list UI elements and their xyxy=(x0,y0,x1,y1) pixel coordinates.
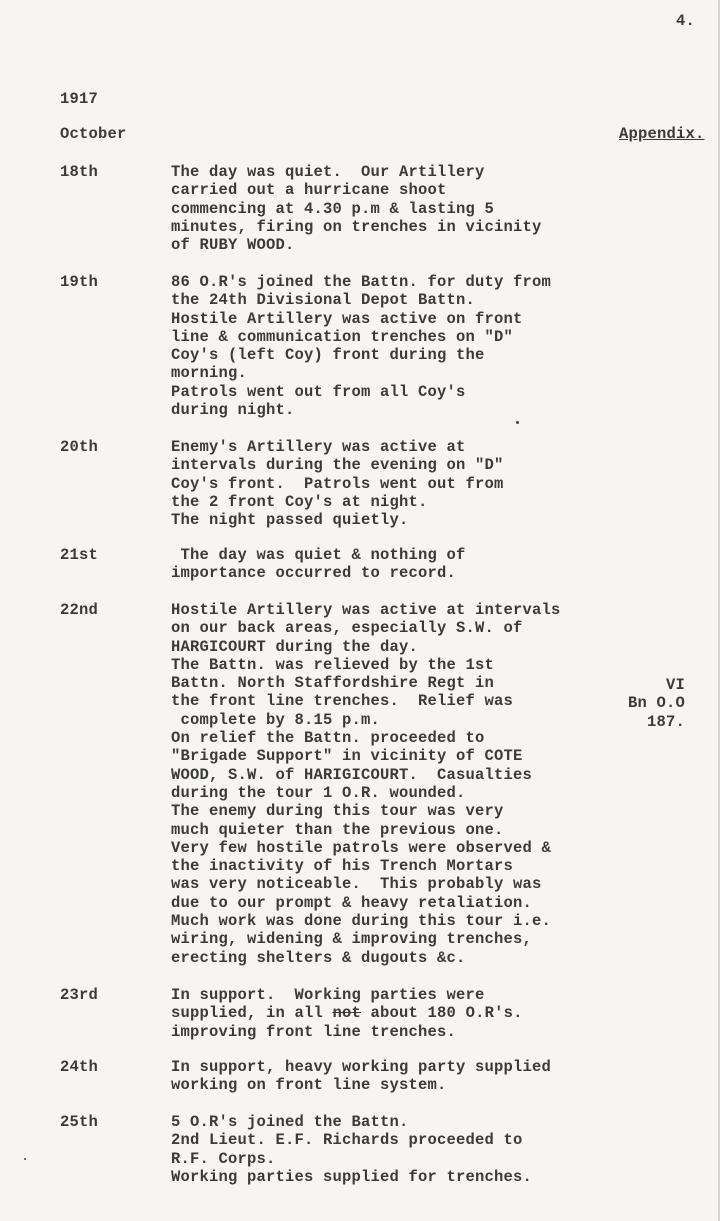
appendix-ref-line: 187. xyxy=(646,712,685,731)
paper-speck xyxy=(24,1158,26,1160)
appendix-heading: Appendix. xyxy=(619,125,705,143)
paper-speck xyxy=(516,421,519,424)
entry-line: minutes, firing on trenches in vicinity xyxy=(171,217,542,236)
entry-line: was very noticeable. This probably was xyxy=(171,875,542,894)
entry-line: 86 O.R's joined the Battn. for duty from xyxy=(171,273,552,291)
entry-text xyxy=(171,163,542,254)
entry-line: Battn. North Staffordshire Regt in xyxy=(171,674,495,693)
entry-text xyxy=(171,546,466,583)
entry-line: during the tour 1 O.R. wounded. xyxy=(171,783,466,802)
appendix-ref-line: Bn O.O xyxy=(627,694,685,713)
entry-line: "Brigade Support" in vicinity of COTE xyxy=(171,747,523,766)
entry-date: 25th xyxy=(60,1113,99,1131)
entry-line: Hostile Artillery was active at intervals xyxy=(171,601,561,619)
entry-line: due to our prompt & heavy retaliation. xyxy=(171,893,533,912)
entry-date: 24th xyxy=(60,1058,99,1076)
entry-line: Patrols went out from all Coy's xyxy=(171,382,466,401)
entry-text xyxy=(171,1113,532,1186)
appendix-reference xyxy=(619,676,685,731)
entry-text xyxy=(171,273,551,419)
entry-line: carried out a hurricane shoot xyxy=(171,181,447,200)
entry-line-part: about 180 O.R's. xyxy=(361,1004,523,1023)
entry-line: Coy's (left Coy) front during the xyxy=(171,346,485,365)
entry-date: 23rd xyxy=(60,986,99,1004)
entry-line: In support, heavy working party supplied xyxy=(171,1058,552,1076)
entry-text xyxy=(171,601,561,967)
entry-line: of RUBY WOOD. xyxy=(171,236,295,255)
entry-line-part: supplied, in all xyxy=(171,1004,333,1023)
month-heading: October xyxy=(60,125,127,143)
entry-line: HARGICOURT during the day. xyxy=(171,637,419,656)
entry-text xyxy=(171,986,523,1041)
entry-date: 21st xyxy=(60,546,99,564)
entry-line: 2nd Lieut. E.F. Richards proceeded to xyxy=(171,1131,523,1150)
entry-line: Working parties supplied for trenches. xyxy=(171,1167,533,1186)
entry-line: morning. xyxy=(171,364,248,383)
page-number: 4. xyxy=(676,12,696,30)
entry-line: The enemy during this tour was very xyxy=(171,802,504,821)
entry-line: The day was quiet. Our Artillery xyxy=(171,163,485,181)
entry-line: complete by 8.15 p.m. xyxy=(171,710,381,729)
entry-line: Hostile Artillery was active on front xyxy=(171,309,523,328)
entry-line: the 2 front Coy's at night. xyxy=(171,492,428,511)
year-heading: 1917 xyxy=(60,90,99,108)
entry-line: intervals during the evening on "D" xyxy=(171,456,504,475)
entry-line: the 24th Divisional Depot Battn. xyxy=(171,291,476,310)
entry-line xyxy=(171,1004,523,1022)
entry-date: 22nd xyxy=(60,601,99,619)
entry-line: In support. Working parties were xyxy=(171,986,485,1004)
entry-line: improving front line trenches. xyxy=(171,1022,457,1041)
entry-line: importance occurred to record. xyxy=(171,564,457,583)
entry-line: WOOD, S.W. of HARIGICOURT. Casualties xyxy=(171,765,533,784)
entry-line: during night. xyxy=(171,401,295,420)
entry-line: On relief the Battn. proceeded to xyxy=(171,729,485,748)
entry-line: Very few hostile patrols were observed & xyxy=(171,838,552,857)
entry-date: 18th xyxy=(60,163,99,181)
entry-line: wiring, widening & improving trenches, xyxy=(171,930,533,949)
entry-text xyxy=(171,438,504,529)
entry-line: on our back areas, especially S.W. of xyxy=(171,619,523,638)
entry-line: commencing at 4.30 p.m & lasting 5 xyxy=(171,199,495,218)
entry-line: line & communication trenches on "D" xyxy=(171,327,514,346)
entry-line: The day was quiet & nothing of xyxy=(171,546,466,564)
entry-line: Much work was done during this tour i.e. xyxy=(171,912,552,931)
struck-word: not xyxy=(332,1004,362,1023)
entry-line: Coy's front. Patrols went out from xyxy=(171,474,504,493)
entry-line: The night passed quietly. xyxy=(171,511,409,530)
entry-line: working on front line system. xyxy=(171,1076,447,1095)
entry-line: 5 O.R's joined the Battn. xyxy=(171,1113,409,1131)
entry-line: erecting shelters & dugouts &c. xyxy=(171,948,466,967)
entry-date: 19th xyxy=(60,273,99,291)
entry-line: The Battn. was relieved by the 1st xyxy=(171,655,495,674)
entry-line: R.F. Corps. xyxy=(171,1149,276,1168)
entry-line: much quieter than the previous one. xyxy=(171,820,504,839)
entry-line: the inactivity of his Trench Mortars xyxy=(171,857,514,876)
entry-line: the front line trenches. Relief was xyxy=(171,692,514,711)
entry-date: 20th xyxy=(60,438,99,456)
entry-line: Enemy's Artillery was active at xyxy=(171,438,466,456)
appendix-ref-line: VI xyxy=(665,676,685,694)
entry-text xyxy=(171,1058,551,1095)
